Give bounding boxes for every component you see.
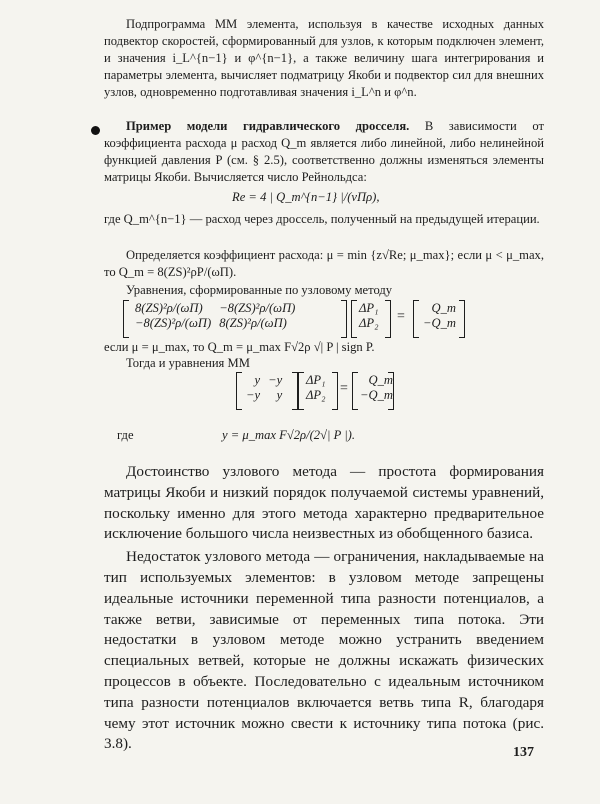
reynolds-formula: Re = 4 | Q_m^{n−1} |/(νΠρ), — [232, 190, 380, 204]
then-mm-text: Тогда и уравнения ММ — [126, 356, 250, 370]
vector-cell: ΔP₁ — [359, 301, 379, 315]
bracket-right — [459, 300, 465, 338]
equals-sign: = — [340, 381, 348, 396]
matrix-cell: 8(ZS)²ρ/(ωΠ) — [135, 301, 203, 315]
vector-cell: Q_m — [431, 301, 456, 315]
paragraph-advantage: Достоинство узлового метода — простота формирования матрицы Якоби и низкий порядок получаемой системы уравнений, поскольку именно для этого метода характерно предварительное исключение большого числа неизвестных из обобщенного базиса. — [104, 463, 544, 543]
vector-cell: ΔP₂ — [359, 316, 379, 330]
paragraph-disadvantage: Недостаток узлового метода — ограничения, накладываемые на тип используемых элементов: в узловом методе запрещены идеальные источники переменной типа разности потенциалов, а также ветви, зависимые от переменных типа потока. Эти недостатки в узловом методе можно устранить введением специальных ветвей, которые не должны искажать физических процессов в объекте. Последовательно с идеальным источником типа разности потенциалов включается ветвь типа R, благодаря чему этот источник можно свести к источнику типа потока (рис. 3.8). — [104, 548, 544, 753]
vector-cell: −Q_m — [423, 316, 456, 330]
example-paragraph — [104, 118, 544, 186]
page-number: 137 — [513, 745, 534, 760]
matrix-cell: −y — [268, 373, 283, 387]
example-heading: Пример модели гидравлического дросселя. — [126, 119, 410, 133]
where-y-label: где — [117, 428, 134, 442]
vector-cell: Q_m — [368, 373, 393, 387]
dp-vector-1 — [355, 301, 382, 331]
where-q-paragraph — [104, 211, 544, 228]
bracket-right — [385, 300, 391, 338]
bracket-right — [341, 300, 347, 338]
bullet-icon — [91, 126, 100, 135]
matrix-cell: −8(ZS)²ρ/(ωΠ) — [135, 316, 212, 330]
coef-text: Определяется коэффициент расхода: μ = min {z√Re; μ_max}; если μ < μ_max, то Q_m = 8(ZS)²ρP/(ωΠ). — [104, 248, 544, 279]
intro-paragraph — [104, 16, 544, 101]
intro-text: Подпрограмма ММ элемента, используя в качестве исходных данных подвектор скоростей, сформированный для узлов, к которым подключен элемент, и значения i_L^{n−1} и φ^{n−1}, а также величину шага интегрирования и параметры элемента, вычисляет подматрицу Якоби и подвектор сил для внешних узлов, одновременно подготавливая значения i_L^n и φ^n. — [104, 17, 544, 99]
matrix-cell: −y — [246, 388, 261, 402]
jacobi-matrix-1 — [131, 301, 299, 331]
vector-cell: ΔP₁ — [306, 373, 326, 387]
example-text: В зависимости от коэффициента расхода μ расход Q_m является либо линейной, либо нелинейной функцией давления P (см. § 2.5), соответственно должны изменяться элементы матрицы Якоби. Вычисляется число Рейнольдса: — [104, 119, 544, 184]
matrix-equation-1 — [123, 300, 473, 340]
bracket-right — [332, 372, 338, 410]
bracket-right — [388, 372, 394, 410]
matrix-cell: y — [254, 373, 261, 387]
node-eq-title: Уравнения, сформированные по узловому методу — [126, 283, 393, 297]
matrix-cell: y — [276, 388, 283, 402]
matrix-cell: −8(ZS)²ρ/(ωΠ) — [219, 301, 296, 315]
jacobi-matrix-2 — [242, 373, 286, 403]
matrix-cell: 8(ZS)²ρ/(ωΠ) — [219, 316, 287, 330]
where-q-text: где Q_m^{n−1} — расход через дроссель, полученный на предыдущей итерации. — [104, 212, 540, 226]
vector-cell: ΔP₂ — [306, 388, 326, 402]
if-max-formula: если μ = μ_max, то Q_m = μ_max F√2ρ √| P | sign P. — [104, 340, 375, 354]
dp-vector-2 — [302, 373, 329, 403]
equals-sign: = — [397, 309, 405, 324]
matrix-equation-2 — [236, 372, 396, 412]
main-text — [104, 462, 544, 755]
bracket-left — [123, 300, 129, 338]
vector-cell: −Q_m — [360, 388, 393, 402]
where-y-formula: y = μ_max F√2ρ/(2√| P |). — [222, 428, 356, 442]
rhs-vector-1 — [419, 301, 460, 331]
coef-paragraph — [104, 247, 544, 281]
